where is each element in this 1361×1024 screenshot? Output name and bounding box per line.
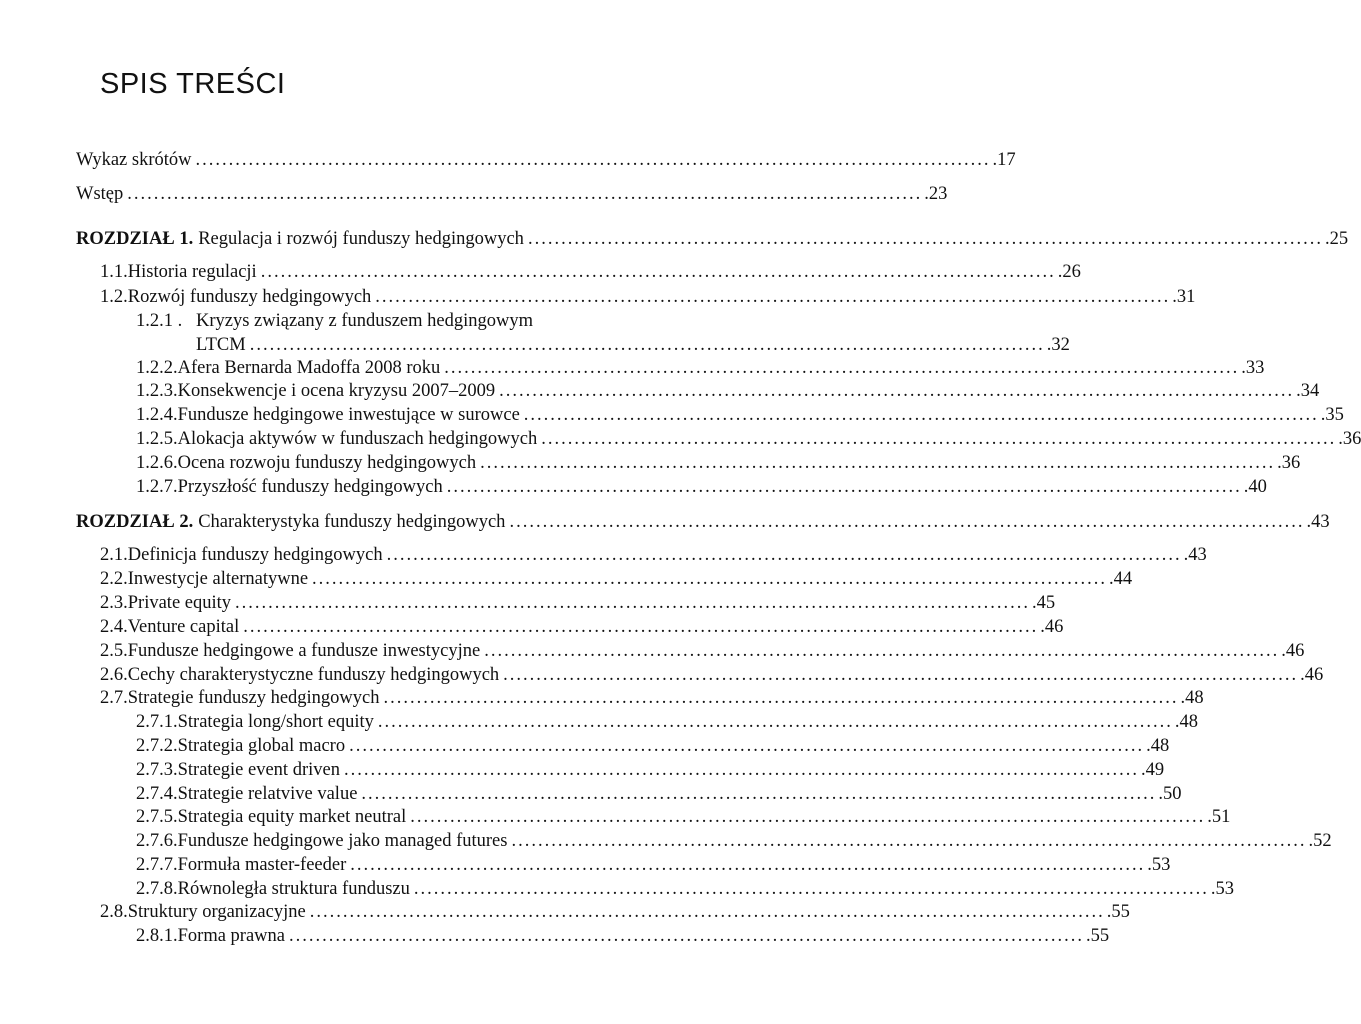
toc-entry-page-number: .31 [1172, 287, 1196, 307]
toc-entry-page-number: .33 [1241, 358, 1265, 378]
toc-entry [100, 543, 1207, 567]
toc-entry [76, 148, 1016, 172]
toc-entry-number: 2.7.4. [136, 784, 178, 804]
toc-entry-page-number: .55 [1086, 926, 1110, 946]
toc-entry-page-number: .46 [1040, 617, 1064, 637]
toc-entry-title: Strategia long/short equity [177, 712, 374, 732]
toc-entry [100, 639, 1305, 663]
toc-entry [136, 805, 1231, 829]
toc-entry [136, 356, 1265, 380]
toc-entry-page-number: .34 [1296, 381, 1320, 401]
toc-entry-title: Struktury organizacyjne [127, 902, 306, 922]
toc-entry-number: 1.1. [100, 262, 128, 282]
dot-leader: ........................................................................................................................ [446, 477, 1242, 497]
toc-entry-title: LTCM [196, 335, 246, 355]
toc-entry-title: Kryzys związany z funduszem hedgingowym [196, 311, 534, 331]
toc-entry [100, 260, 1081, 284]
toc-entry-title: Afera Bernarda Madoffa 2008 roku [177, 358, 441, 378]
toc-entry-number: 1.2.2. [136, 358, 178, 378]
dot-leader: ........................................................................................................................ [410, 807, 1206, 827]
toc-entry-page-number: .46 [1300, 665, 1324, 685]
dot-leader: ........................................................................................................................ [312, 569, 1108, 589]
toc-entry [76, 510, 1330, 534]
toc-entry [76, 182, 948, 206]
toc-entry-page-number: .53 [1147, 855, 1171, 875]
toc-entry-number: 2.7.2. [136, 736, 178, 756]
toc-entry-page-number: .43 [1306, 512, 1330, 532]
toc-entry-number: 2.5. [100, 641, 128, 661]
dot-leader: ........................................................................................................................ [361, 784, 1157, 804]
toc-entry [100, 663, 1324, 687]
toc-entry-page-number: .52 [1308, 831, 1332, 851]
toc-entry-page-number: .50 [1158, 784, 1182, 804]
toc-entry [136, 782, 1182, 806]
toc-entry-number: 2.3. [100, 593, 128, 613]
page-title: SPIS TREŚCI [100, 68, 286, 100]
dot-leader: ........................................................................................................................ [386, 545, 1182, 565]
toc-entry-title: Fundusze hedgingowe a fundusze inwestycyjne [127, 641, 481, 661]
toc-entry-page-number: .48 [1174, 712, 1199, 732]
toc-entry [136, 309, 641, 333]
toc-entry-title: Fundusze hedgingowe inwestujące w surowce [177, 405, 520, 425]
dot-leader: ........................................................................................................................ [235, 593, 1031, 613]
toc-entry-number: ROZDZIAŁ 1. [76, 229, 194, 249]
toc-entry-title: Konsekwencje i ocena kryzysu 2007–2009 [177, 381, 496, 401]
toc-entry-number: 2.2. [100, 569, 128, 589]
toc-entry-number: 2.8.1. [136, 926, 178, 946]
toc-entry-title: Regulacja i rozwój funduszy hedgingowych [198, 229, 524, 249]
toc-entry-title: Inwestycje alternatywne [127, 569, 309, 589]
dot-leader: ........................................................................................................................ [377, 712, 1173, 732]
toc-entry-page-number: .26 [1057, 262, 1081, 282]
toc-entry-page-number: .40 [1243, 477, 1267, 497]
toc-entry-number: ROZDZIAŁ 2. [76, 512, 194, 532]
toc-entry-number: 1.2. [100, 287, 128, 307]
toc-entry-page-number: .25 [1324, 229, 1349, 249]
dot-leader: ........................................................................................................................ [349, 736, 1145, 756]
toc-entry-page-number: .32 [1046, 335, 1070, 355]
toc-entry-number: 1.2.6. [136, 453, 178, 473]
dot-leader: ........................................................................................................................ [484, 641, 1280, 661]
toc-entry [136, 924, 1110, 948]
toc-entry-number: 1.2.1 . [136, 311, 183, 331]
toc-entry-title: Cechy charakterystyczne funduszy hedgingowych [127, 665, 500, 685]
toc-entry-title: Definicja funduszy hedgingowych [127, 545, 383, 565]
dot-leader: ........................................................................................................................ [499, 381, 1295, 401]
toc-entry-title: Forma prawna [177, 926, 285, 946]
toc-entry [100, 285, 1196, 309]
toc-entry [100, 615, 1064, 639]
toc-entry-number: 2.8. [100, 902, 128, 922]
toc-entry-page-number: .55 [1106, 902, 1130, 922]
toc-entry-title: Strategia equity market neutral [177, 807, 407, 827]
toc-entry-title: Wykaz skrótów [76, 150, 192, 170]
dot-leader: ........................................................................................................................ [309, 902, 1105, 922]
dot-leader: ........................................................................................................................ [343, 760, 1139, 780]
toc-entry [136, 475, 1267, 499]
toc-entry [136, 427, 1361, 451]
toc-entry-title: Przyszłość funduszy hedgingowych [177, 477, 443, 497]
dot-leader: ........................................................................................................................ [195, 150, 991, 170]
toc-entry-title: Fundusze hedgingowe jako managed futures [177, 831, 508, 851]
toc-entry-page-number: .48 [1180, 688, 1204, 708]
toc-entry-page-number: .53 [1210, 879, 1234, 899]
toc-entry-title: Rozwój funduszy hedgingowych [127, 287, 372, 307]
toc-entry [76, 227, 1349, 251]
toc-entry-title: Strategie event driven [177, 760, 340, 780]
toc-entry-page-number: .35 [1320, 405, 1344, 425]
toc-entry-page-number: .36 [1338, 429, 1361, 449]
toc-entry [100, 591, 1056, 615]
dot-leader: ........................................................................................................................ [289, 926, 1084, 946]
dot-leader: ........................................................................................................................ [509, 512, 1305, 532]
toc-entry-number: 1.2.5. [136, 429, 178, 449]
toc-entry-page-number: .46 [1281, 641, 1305, 661]
dot-leader: ........................................................................................................................ [541, 429, 1337, 449]
toc-entry-title: Formuła master-feeder [177, 855, 347, 875]
dot-leader: ........................................................................................................................ [523, 405, 1319, 425]
toc-entry-title: Strategia global macro [177, 736, 346, 756]
toc-entry-number: 2.1. [100, 545, 128, 565]
toc-entry-title: Venture capital [127, 617, 240, 637]
toc-entry-title: Ocena rozwoju funduszy hedgingowych [177, 453, 477, 473]
toc-entry-title: Private equity [127, 593, 232, 613]
toc-entry-page-number: .45 [1032, 593, 1056, 613]
toc-entry [136, 451, 1301, 475]
toc-entry [196, 333, 1070, 357]
dot-leader: ........................................................................................................................ [243, 617, 1039, 637]
dot-leader: ........................................................................................................................ [260, 262, 1056, 282]
toc-entry-number: 2.7.7. [136, 855, 178, 875]
toc-entry [136, 734, 1170, 758]
dot-leader: ........................................................................................................................ [527, 229, 1323, 249]
toc-entry [136, 853, 1171, 877]
toc-entry [136, 758, 1165, 782]
toc-entry [136, 829, 1332, 853]
toc-entry-page-number: .51 [1207, 807, 1231, 827]
toc-entry [100, 900, 1130, 924]
toc-entry-number: 1.2.4. [136, 405, 178, 425]
toc-entry-number: 2.4. [100, 617, 128, 637]
dot-leader: ........................................................................................................................ [413, 879, 1209, 899]
toc-entry-page-number: .49 [1140, 760, 1165, 780]
toc-entry-page-number: .17 [992, 150, 1016, 170]
toc-entry-title: Charakterystyka funduszy hedgingowych [198, 512, 506, 532]
toc-entry-title: Historia regulacji [127, 262, 257, 282]
toc-entry [136, 403, 1344, 427]
dot-leader: ........................................................................................................................ [503, 665, 1299, 685]
toc-entry-title: Strategie funduszy hedgingowych [127, 688, 380, 708]
dot-leader: ........................................................................................................................ [511, 831, 1307, 851]
toc-entry-page-number: .48 [1146, 736, 1170, 756]
toc-entry-title: Strategie relatvive value [177, 784, 358, 804]
toc-entry-page-number: .23 [924, 184, 948, 204]
dot-leader: ........................................................................................................................ [480, 453, 1276, 473]
dot-leader: ........................................................................................................................ [375, 287, 1171, 307]
toc-entry-number: 2.7. [100, 688, 128, 708]
toc-entry-number: 2.7.1. [136, 712, 178, 732]
dot-leader: ........................................................................................................................ [249, 335, 1045, 355]
toc-entry-number: 1.2.7. [136, 477, 178, 497]
toc-entry-number: 2.7.3. [136, 760, 178, 780]
dot-leader: ........................................................................................................................ [444, 358, 1240, 378]
toc-entry-number: 2.7.8. [136, 879, 178, 899]
toc-entry-number: 1.2.3. [136, 381, 178, 401]
toc-entry-title: Wstęp [76, 184, 124, 204]
toc-entry-number: 2.7.5. [136, 807, 178, 827]
toc-entry-page-number: .36 [1277, 453, 1301, 473]
toc-entry [136, 877, 1234, 901]
toc-entry [136, 710, 1199, 734]
toc-entry [100, 686, 1204, 710]
dot-leader: ........................................................................................................................ [127, 184, 923, 204]
dot-leader: ........................................................................................................................ [383, 688, 1179, 708]
dot-leader: ........................................................................................................................ [350, 855, 1146, 875]
toc-entry-page-number: .43 [1183, 545, 1207, 565]
toc-entry-title: Alokacja aktywów w funduszach hedgingowych [177, 429, 538, 449]
toc-entry-title: Równoległa struktura funduszu [177, 879, 410, 899]
toc-entry-number: 2.7.6. [136, 831, 178, 851]
toc-entry-page-number: .44 [1109, 569, 1133, 589]
toc-entry [100, 567, 1133, 591]
toc-entry [136, 379, 1320, 403]
toc-entry-number: 2.6. [100, 665, 128, 685]
